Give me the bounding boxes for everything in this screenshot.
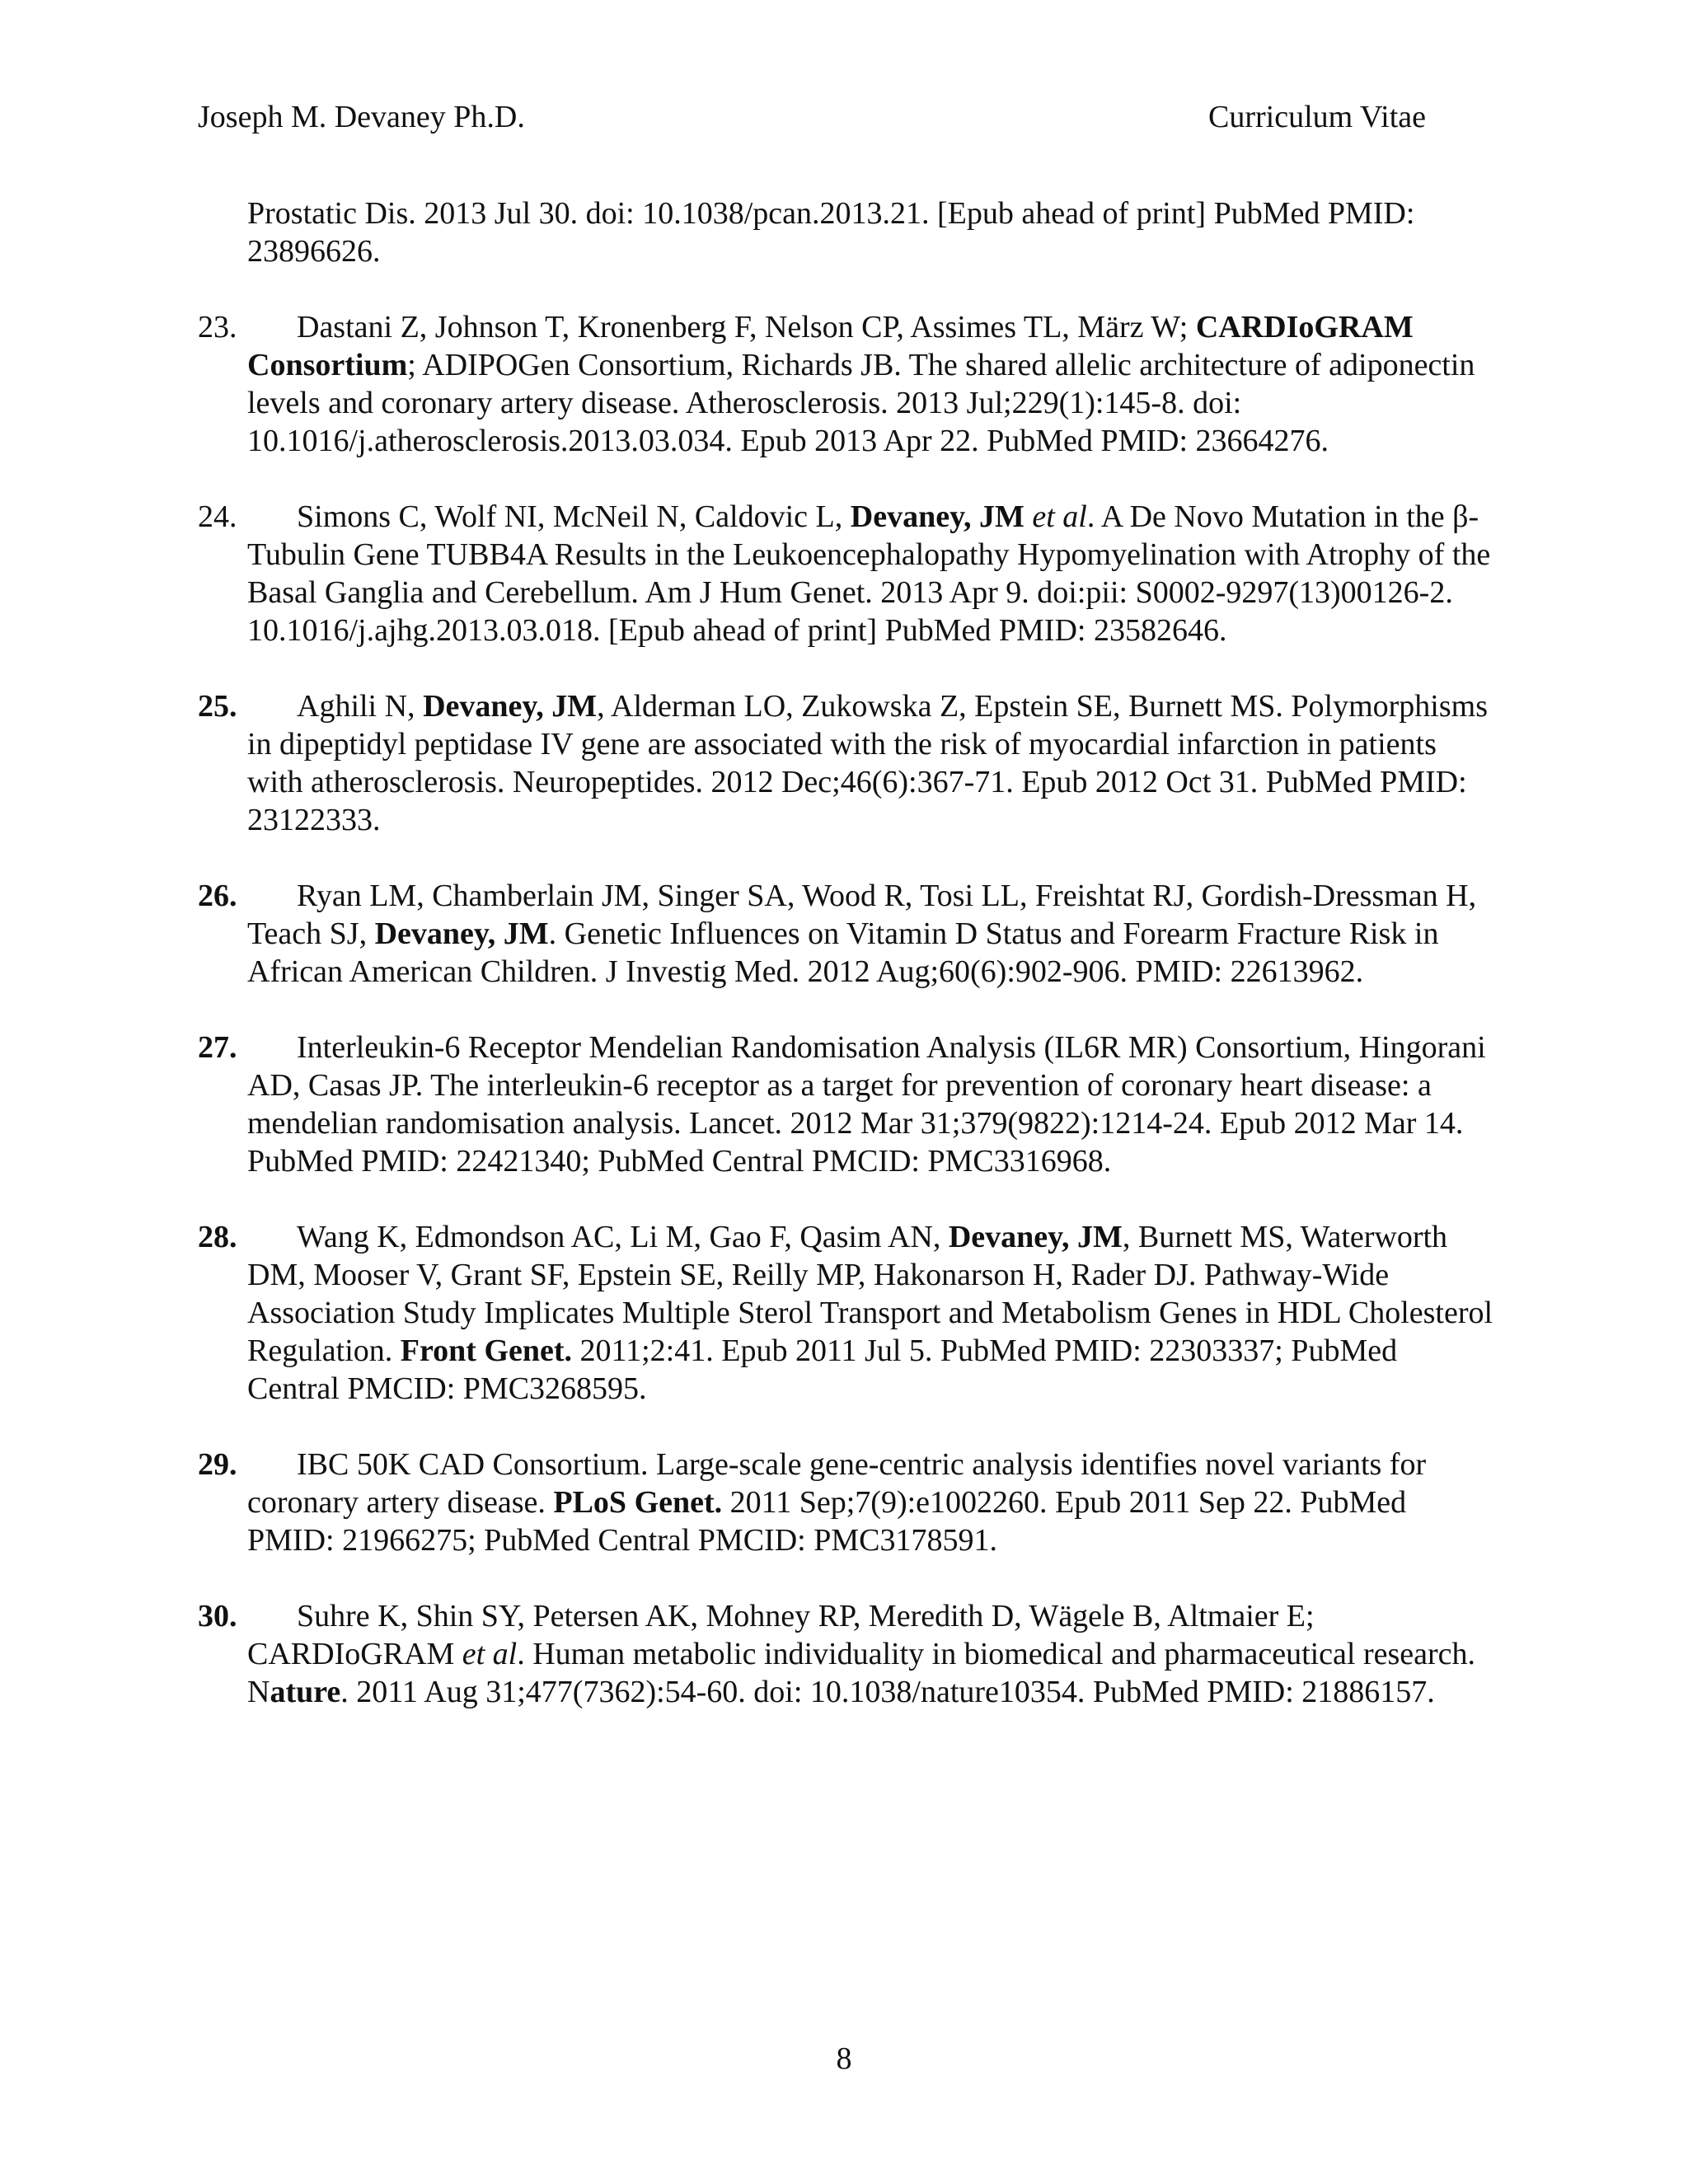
citation-number: 30. <box>198 1599 237 1633</box>
citation-bold: CARDIoGRAM Consortium <box>247 310 1414 382</box>
page-number: 8 <box>836 2041 852 2076</box>
citation-number: 26. <box>198 879 237 913</box>
citation-number: 29. <box>198 1447 237 1482</box>
citation-italic: et al <box>1024 499 1087 534</box>
citation-bold: Devaney, JM <box>423 689 598 724</box>
citation-28 <box>198 1218 1493 1408</box>
header-author: Joseph M. Devaney Ph.D. <box>198 100 525 134</box>
citation-text: , Burnett MS, Waterworth DM, Mooser V, Grant SF, Epstein SE, Reilly MP, Hakonarson H, Rader DJ. Pathway-Wide Association Study Implicates Multiple Sterol Transport and Metabolism Genes in HDL Cholesterol Regulation. <box>247 1220 1493 1368</box>
citation-26 <box>198 877 1493 991</box>
citation-text: , Alderman LO, Zukowska Z, Epstein SE, Burnett MS. Polymorphisms in dipeptidyl peptidase IV gene are associated with the risk of myocardial infarction in patients with atherosclerosis. Neuropeptides. 2012 Dec;46(6):367-71. Epub 2012 Oct 31. PubMed PMID: 23122333. <box>247 689 1488 837</box>
citation-text: Ryan LM, Chamberlain JM, Singer SA, Wood R, Tosi LL, Freishtat RJ, Gordish-Dressman H, Teach SJ, <box>247 879 1477 951</box>
header-title: Curriculum Vitae <box>1207 100 1426 134</box>
citation-29 <box>198 1446 1493 1559</box>
citation-bold: Devaney, JM <box>850 499 1025 534</box>
citation-text: Simons C, Wolf NI, McNeil N, Caldovic L, <box>297 499 851 534</box>
citation-23 <box>198 308 1493 460</box>
journal-name: PLoS Genet. <box>553 1485 723 1520</box>
citation-text: 2011 Sep;7(9):e1002260. Epub 2011 Sep 22. PubMed PMID: 21966275; PubMed Central PMCID: PMC3178591. <box>247 1485 1407 1558</box>
citation-bold: Devaney, JM <box>374 916 549 951</box>
citation-text: IBC 50K CAD Consortium. Large-scale gene-centric analysis identifies novel variants for coronary artery disease. <box>247 1447 1427 1520</box>
publication-list <box>198 194 1493 1711</box>
citation-number: 27. <box>198 1030 237 1065</box>
journal-name: Front Genet. <box>400 1333 573 1368</box>
citation-bold: Devaney, JM <box>948 1220 1123 1254</box>
citation-text: ; ADIPOGen Consortium, Richards JB. The shared allelic architecture of adiponectin levels and coronary artery disease. Atherosclerosis. 2013 Jul;229(1):145-8. doi: 10.1016/j.atherosclerosis.2013.03.034. Epub 2013 Apr 22. PubMed PMID: 23664276. <box>247 348 1475 458</box>
citation-text: Wang K, Edmondson AC, Li M, Gao F, Qasim AN, <box>297 1220 949 1254</box>
continued-citation: Prostatic Dis. 2013 Jul 30. doi: 10.1038/pcan.2013.21. [Epub ahead of print] PubMed PMID: 23896626. <box>247 196 1415 269</box>
citation-text: . Human metabolic individuality in biomedical and pharmaceutical research. N <box>247 1637 1476 1709</box>
citation-text: Aghili N, <box>297 689 424 724</box>
citation-number: 24. <box>198 499 237 534</box>
citation-27 <box>198 1029 1493 1180</box>
citation-number: 28. <box>198 1220 237 1254</box>
citation-text: Dastani Z, Johnson T, Kronenberg F, Nelson CP, Assimes TL, März W; <box>297 310 1196 344</box>
citation-30 <box>198 1597 1493 1711</box>
citation-italic: et al <box>462 1637 518 1671</box>
citation-text: . Genetic Influences on Vitamin D Status and Forearm Fracture Risk in African American Children. J Investig Med. 2012 Aug;60(6):902-906. PMID: 22613962. <box>247 916 1439 989</box>
citation-text: Interleukin-6 Receptor Mendelian Randomisation Analysis (IL6R MR) Consortium, Hingorani AD, Casas JP. The interleukin-6 receptor as a target for prevention of coronary heart disease: a mendelian randomisation analysis. Lancet. 2012 Mar 31;379(9822):1214-24. Epub 2012 Mar 14. PubMed PMID: 22421340; PubMed Central PMCID: PMC3316968. <box>247 1030 1486 1179</box>
citation-number: 25. <box>198 689 237 724</box>
journal-name: ature <box>270 1675 341 1709</box>
citation-text: 2011;2:41. Epub 2011 Jul 5. PubMed PMID: 22303337; PubMed Central PMCID: PMC3268595. <box>247 1333 1398 1406</box>
citation-25 <box>198 687 1493 839</box>
citation-24 <box>198 498 1493 649</box>
citation-number: 23. <box>198 310 237 344</box>
citation-text: . 2011 Aug 31;477(7362):54-60. doi: 10.1038/nature10354. PubMed PMID: 21886157. <box>340 1675 1435 1709</box>
citation-text: . A De Novo Mutation in the β-Tubulin Gene TUBB4A Results in the Leukoencephalopathy Hypomyelination with Atrophy of the Basal Ganglia and Cerebellum. Am J Hum Genet. 2013 Apr 9. doi:pii: S0002-9297(13)00126-2. 10.1016/j.ajhg.2013.03.018. [Epub ahead of print] PubMed PMID: 23582646. <box>247 499 1491 648</box>
citation-text: Suhre K, Shin SY, Petersen AK, Mohney RP, Meredith D, Wägele B, Altmaier E; CARDIoGRAM <box>247 1599 1315 1671</box>
